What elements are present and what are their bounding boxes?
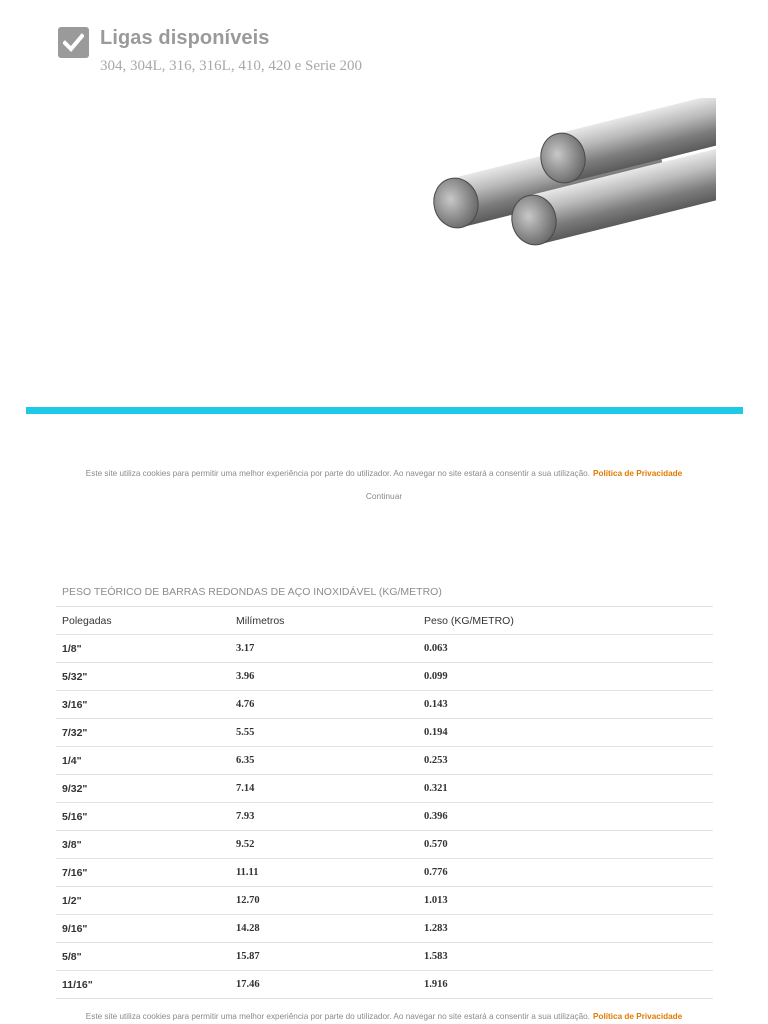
cell-millimeters: 4.76	[230, 691, 418, 719]
cell-inches: 9/16"	[56, 915, 230, 943]
cookie-message: Este site utiliza cookies para permitir uma melhor experiência por parte do utilizador. Ao navegar no site estará a consentir a sua utilização.	[85, 469, 591, 478]
cookie-notice-bottom	[0, 1012, 768, 1021]
table-row	[56, 971, 713, 999]
continue-button[interactable]: Continuar	[365, 491, 403, 501]
table-header-row	[56, 607, 713, 635]
cell-inches: 5/32"	[56, 663, 230, 691]
table-row	[56, 831, 713, 859]
cell-millimeters: 17.46	[230, 971, 418, 999]
table-row	[56, 635, 713, 663]
cell-millimeters: 12.70	[230, 887, 418, 915]
cell-inches: 5/16"	[56, 803, 230, 831]
feature-text: 304, 304L, 316, 316L, 410, 420 e Serie 200	[100, 58, 363, 74]
cell-weight: 0.321	[418, 775, 713, 803]
table-title: PESO TEÓRICO DE BARRAS REDONDAS DE AÇO INOXIDÁVEL (KG/METRO)	[62, 586, 442, 598]
cell-inches: 5/8"	[56, 943, 230, 971]
cell-weight: 0.776	[418, 859, 713, 887]
cell-inches: 1/2"	[56, 887, 230, 915]
cell-millimeters: 7.93	[230, 803, 418, 831]
cell-inches: 7/32"	[56, 719, 230, 747]
table-row	[56, 803, 713, 831]
cell-millimeters: 14.28	[230, 915, 418, 943]
cell-weight: 0.253	[418, 747, 713, 775]
table-row	[56, 775, 713, 803]
cell-millimeters: 3.17	[230, 635, 418, 663]
cell-millimeters: 3.96	[230, 663, 418, 691]
cell-weight: 0.099	[418, 663, 713, 691]
cell-millimeters: 5.55	[230, 719, 418, 747]
cell-weight: 1.283	[418, 915, 713, 943]
header-weight: Peso (KG/METRO)	[418, 607, 713, 635]
cell-inches: 1/8"	[56, 635, 230, 663]
cell-millimeters: 6.35	[230, 747, 418, 775]
cell-inches: 11/16"	[56, 971, 230, 999]
table-row	[56, 663, 713, 691]
header-millimeters: Milímetros	[230, 607, 418, 635]
check-icon	[58, 27, 89, 58]
cell-weight: 0.396	[418, 803, 713, 831]
table-row	[56, 915, 713, 943]
table-row	[56, 719, 713, 747]
privacy-policy-link[interactable]: Política de Privacidade	[593, 469, 683, 478]
cookie-message-bottom: Este site utiliza cookies para permitir uma melhor experiência por parte do utilizador. Ao navegar no site estará a consentir a sua utilização.	[85, 1012, 591, 1021]
feature-title: Ligas disponíveis	[100, 27, 270, 49]
cell-weight: 0.570	[418, 831, 713, 859]
cell-inches: 1/4"	[56, 747, 230, 775]
cell-weight: 1.583	[418, 943, 713, 971]
accent-divider	[26, 407, 743, 414]
table-row	[56, 859, 713, 887]
cell-millimeters: 11.11	[230, 859, 418, 887]
cell-inches: 3/8"	[56, 831, 230, 859]
weight-table	[56, 606, 713, 999]
header-inches: Polegadas	[56, 607, 230, 635]
cell-weight: 0.194	[418, 719, 713, 747]
table-row	[56, 887, 713, 915]
cell-weight: 1.013	[418, 887, 713, 915]
privacy-policy-link-bottom[interactable]: Política de Privacidade	[593, 1012, 683, 1021]
cell-inches: 3/16"	[56, 691, 230, 719]
cell-inches: 9/32"	[56, 775, 230, 803]
cell-weight: 0.143	[418, 691, 713, 719]
table-row	[56, 691, 713, 719]
cell-millimeters: 15.87	[230, 943, 418, 971]
table-row	[56, 747, 713, 775]
cell-weight: 0.063	[418, 635, 713, 663]
steel-round-bars-image	[426, 98, 716, 253]
cell-millimeters: 7.14	[230, 775, 418, 803]
table-row	[56, 943, 713, 971]
cell-millimeters: 9.52	[230, 831, 418, 859]
cell-weight: 1.916	[418, 971, 713, 999]
cell-inches: 7/16"	[56, 859, 230, 887]
cookie-notice	[0, 469, 768, 478]
